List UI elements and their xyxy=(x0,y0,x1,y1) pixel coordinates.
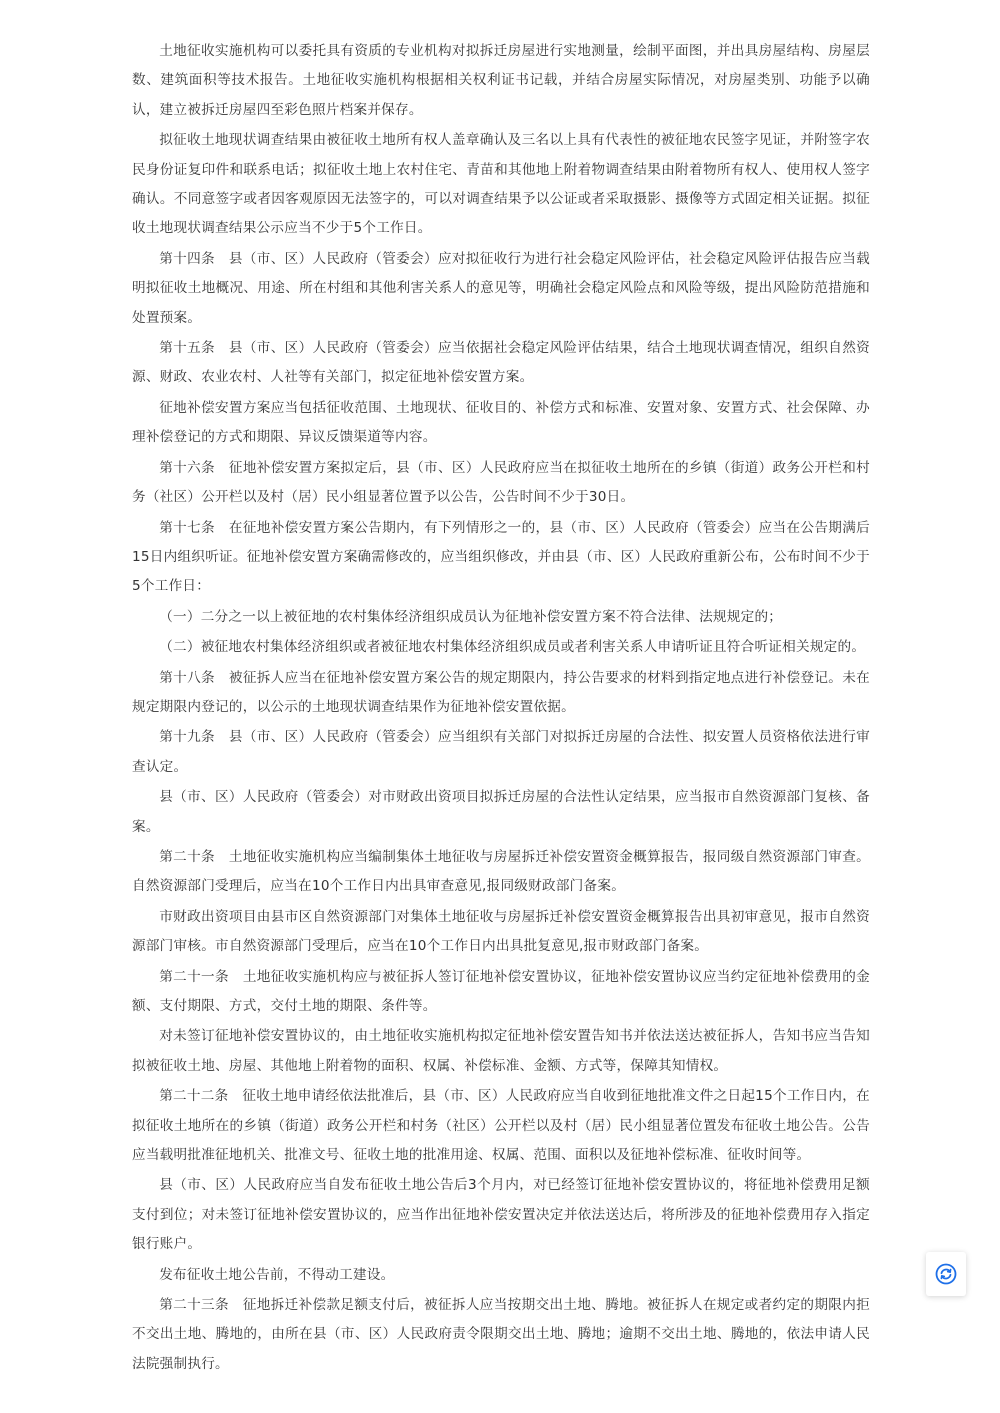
floating-tool-button[interactable] xyxy=(926,1252,966,1296)
article-paragraph: 第十四条 县（市、区）人民政府（管委会）应对拟征收行为进行社会稳定风险评估，社会稳定风险评估报告应当载明拟征收土地概况、用途、所在村组和其他利害关系人的意见等，明确社会稳定风险点和风险等级，提出风险防范措施和处置预案。 xyxy=(132,250,870,326)
article-paragraph: 县（市、区）人民政府（管委会）对市财政出资项目拟拆迁房屋的合法性认定结果，应当报市自然资源部门复核、备案。 xyxy=(132,789,870,835)
article-paragraph: 对未签订征地补偿安置协议的，由土地征收实施机构拟定征地补偿安置告知书并依法送达被征拆人，告知书应当告知拟被征收土地、房屋、其他地上附着物的面积、权属、补偿标准、金额、方式等，保障其知情权。 xyxy=(132,1028,870,1074)
article-paragraph: 第二十二条 征收土地申请经依法批准后，县（市、区）人民政府应当自收到征地批准文件之日起15个工作日内，在拟征收土地所在的乡镇（街道）政务公开栏和村务（社区）公开栏以及村（居）民小组显著位置发布征收土地公告。公告应当载明批准征地机关、批准文号、征收土地的批准用途、权属、范围、面积以及征地补偿标准、征收时间等。 xyxy=(132,1088,870,1164)
article-paragraph: （二）被征地农村集体经济组织或者被征地农村集体经济组织成员或者利害关系人申请听证且符合听证相关规定的。 xyxy=(159,639,866,656)
article-paragraph: 第十五条 县（市、区）人民政府（管委会）应当依据社会稳定风险评估结果，结合土地现状调查情况，组织自然资源、财政、农业农村、人社等有关部门，拟定征地补偿安置方案。 xyxy=(132,340,870,386)
article-paragraph: 第二十一条 土地征收实施机构应与被征拆人签订征地补偿安置协议，征地补偿安置协议应当约定征地补偿费用的金额、支付期限、方式，交付土地的期限、条件等。 xyxy=(132,968,870,1014)
article-paragraph: （一）二分之一以上被征地的农村集体经济组织成员认为征地补偿安置方案不符合法律、法规规定的； xyxy=(159,608,783,625)
article-paragraph: 征地补偿安置方案应当包括征收范围、土地现状、征收目的、补偿方式和标准、安置对象、安置方式、社会保障、办理补偿登记的方式和期限、异议反馈渠道等内容。 xyxy=(132,399,870,446)
article-body xyxy=(132,37,870,1380)
article-paragraph: 第二十三条 征地拆迁补偿款足额支付后，被征拆人应当按期交出土地、腾地。被征拆人在规定或者约定的期限内拒不交出土地、腾地的，由所在县（市、区）人民政府责令限期交出土地、腾地；逾期不交出土地、腾地的，依法申请人民法院强制执行。 xyxy=(132,1297,870,1372)
article-paragraph: 第二十条 土地征收实施机构应当编制集体土地征收与房屋拆迁补偿安置资金概算报告，报同级自然资源部门审查。自然资源部门受理后，应当在10个工作日内出具审查意见,报同级财政部门备案。 xyxy=(132,848,870,895)
article-paragraph: 第十八条 被征拆人应当在征地补偿安置方案公告的规定期限内，持公告要求的材料到指定地点进行补偿登记。未在规定期限内登记的，以公示的土地现状调查结果作为征地补偿安置依据。 xyxy=(132,669,870,715)
article-paragraph: 县（市、区）人民政府应当自发布征收土地公告后3个月内，对已经签订征地补偿安置协议的，将征地补偿费用足额支付到位；对未签订征地补偿安置协议的，应当作出征地补偿安置决定并依法送达后，将所涉及的征地补偿费用存入指定银行账户。 xyxy=(132,1177,870,1253)
article-paragraph: 第十六条 征地补偿安置方案拟定后，县（市、区）人民政府应当在拟征收土地所在的乡镇（街道）政务公开栏和村务（社区）公开栏以及村（居）民小组显著位置予以公告，公告时间不少于30日。 xyxy=(132,459,870,506)
article-paragraph: 土地征收实施机构可以委托具有资质的专业机构对拟拆迁房屋进行实地测量，绘制平面图，并出具房屋结构、房屋层数、建筑面积等技术报告。土地征收实施机构根据相关权利证书记载，并结合房屋实际情况，对房屋类别、功能予以确认，建立被拆迁房屋四至彩色照片档案并保存。 xyxy=(132,43,870,118)
article-paragraph: 发布征收土地公告前，不得动工建设。 xyxy=(159,1266,395,1283)
article-paragraph: 第十九条 县（市、区）人民政府（管委会）应当组织有关部门对拟拆迁房屋的合法性、拟安置人员资格依法进行审查认定。 xyxy=(132,729,870,775)
article-paragraph: 拟征收土地现状调查结果由被征收土地所有权人盖章确认及三名以上具有代表性的被征地农民签字见证，并附签字农民身份证复印件和联系电话；拟征收土地上农村住宅、青苗和其他地上附着物调查结果由附着物所有权人、使用权人签字确认。不同意签字或者因客观原因无法签字的，可以对调查结果予以公证或者采取摄影、摄像等方式固定相关证据。拟征收土地现状调查结果公示应当不少于5个工作日。 xyxy=(132,132,870,237)
article-paragraph: 第十七条 在征地补偿安置方案公告期内，有下列情形之一的，县（市、区）人民政府（管委会）应当在公告期满后15日内组织听证。征地补偿安置方案确需修改的，应当组织修改，并由县（市、区）人民政府重新公布，公布时间不少于5个工作日： xyxy=(132,519,870,595)
article-paragraph: 市财政出资项目由县市区自然资源部门对集体土地征收与房屋拆迁补偿安置资金概算报告出具初审意见，报市自然资源部门审核。市自然资源部门受理后，应当在10个工作日内出具批复意见,报市财政部门备案。 xyxy=(132,908,870,955)
refresh-icon xyxy=(935,1263,957,1285)
